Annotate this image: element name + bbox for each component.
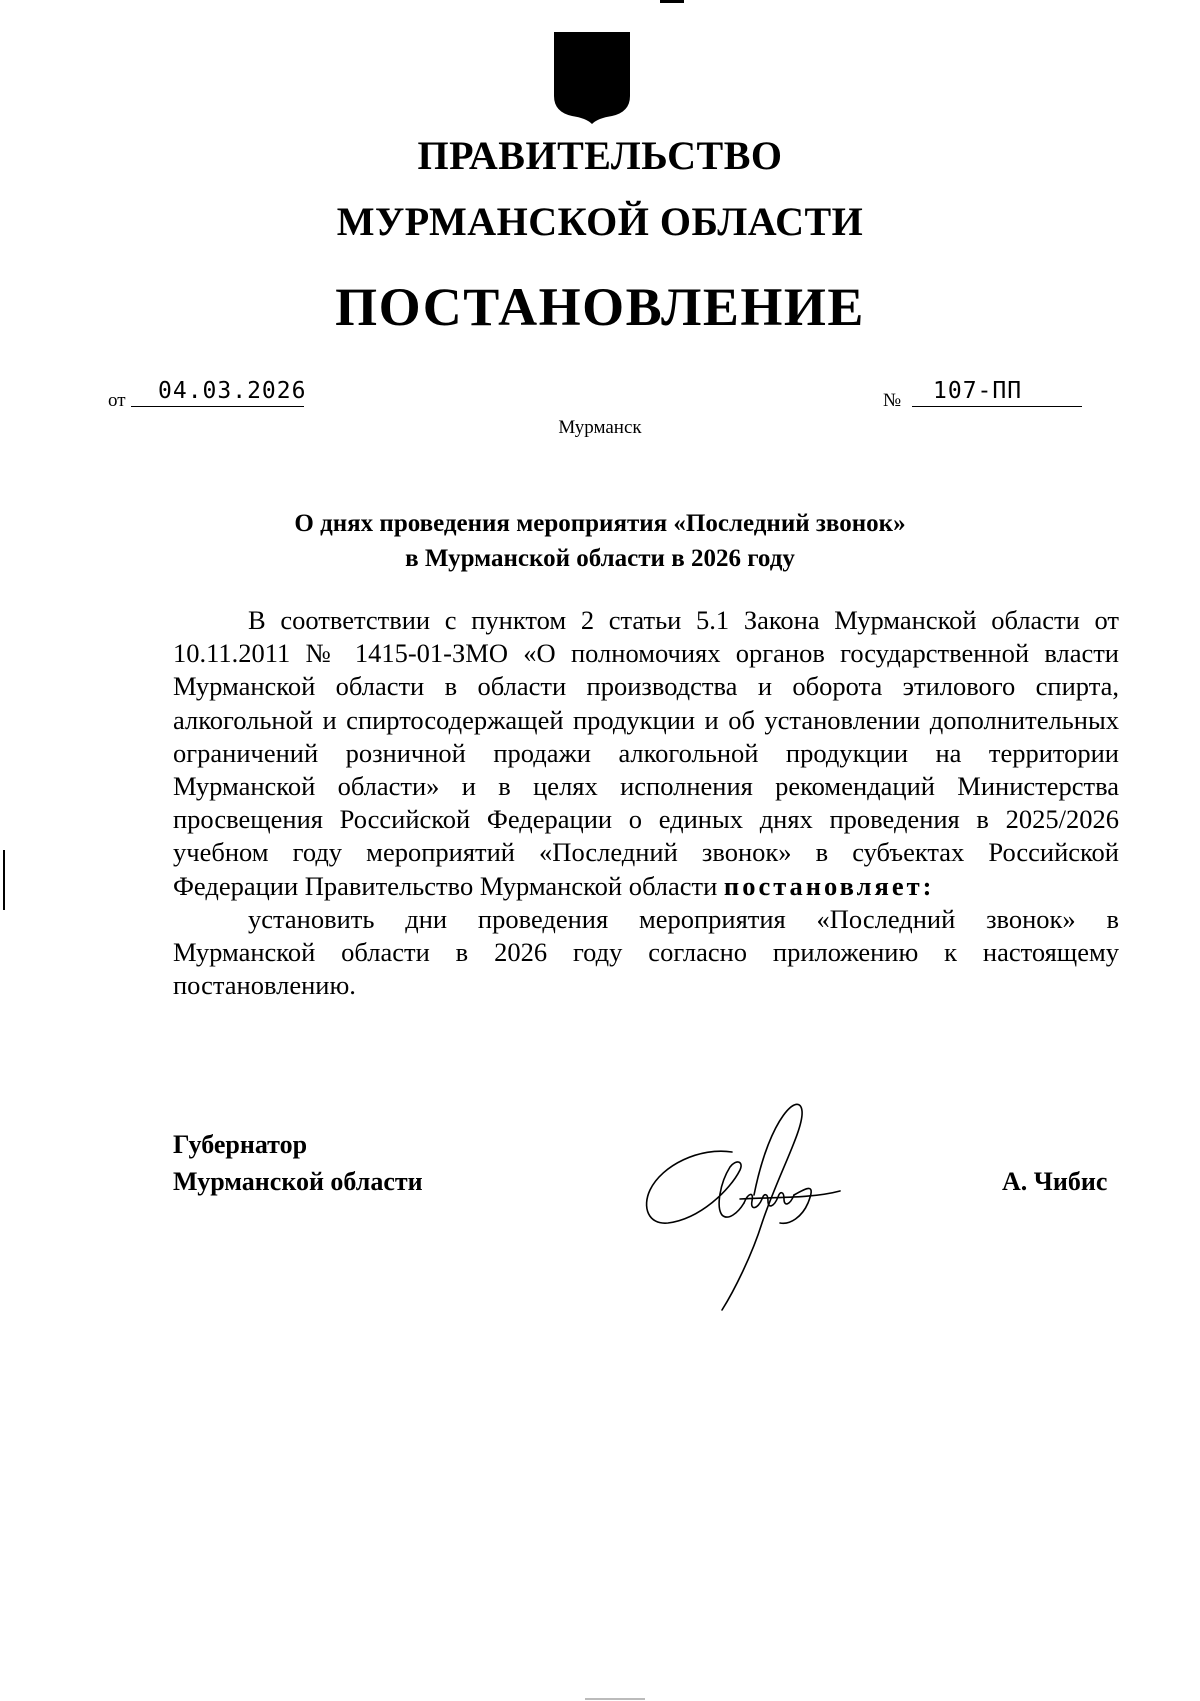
body-paragraph-1-text: В соответствии с пунктом 2 статьи 5.1 Закона Мурманской области от 10.11.2011 № 1415-01-ЗМО «О полномочиях органов государственной власти Мурманской области в области производства и оборота этилового спирта, алкогольной и спиртосодержащей продукции и об установлении дополнительных ограничений розничной продажи алкогольной продукции на территории Мурманской области» и в целях исполнения рекомендаций Министерства просвещения Российской Федерации о единых днях проведения в 2025/2026 учебном году мероприятий «Последний звонок» в субъектах Российской Федерации Правительство Мурманской области: [173, 605, 1119, 901]
number-prefix: №: [883, 390, 902, 411]
document-number: 107-ПП: [933, 378, 1023, 404]
resolution-keyword: постановляет:: [723, 870, 935, 901]
signatory-title-line1: Губернатор: [173, 1130, 308, 1159]
org-name-line1: ПРАВИТЕЛЬСТВО: [417, 133, 783, 178]
document-body: [173, 604, 1119, 1002]
scan-mark-top: [660, 0, 684, 3]
body-paragraph-2: установить дни проведения мероприятия «Последний звонок» в Мурманской области в 2026 году согласно приложению к настоящему постановлению.: [173, 903, 1119, 1001]
date-underline: [131, 406, 304, 407]
date-prefix: от: [108, 390, 126, 411]
document-date: 04.03.2026: [158, 378, 307, 404]
body-paragraph-1: [173, 604, 1119, 903]
number-underline: [912, 406, 1082, 407]
scan-mark-left: [3, 850, 5, 910]
subject-line1: О днях проведения мероприятия «Последний звонок»: [294, 510, 906, 537]
signatory-name: А. Чибис: [1002, 1167, 1108, 1196]
city-name: Мурманск: [558, 417, 642, 438]
signature: [640, 1095, 890, 1320]
coat-of-arms-icon: [552, 32, 632, 124]
document-type-title: ПОСТАНОВЛЕНИЕ: [335, 277, 865, 337]
signatory-title-line2: Мурманской области: [173, 1167, 423, 1196]
scan-mark-bottom: [585, 1698, 645, 1700]
org-name-line2: МУРМАНСКОЙ ОБЛАСТИ: [336, 199, 864, 244]
subject-line2: в Мурманской области в 2026 году: [405, 545, 795, 572]
